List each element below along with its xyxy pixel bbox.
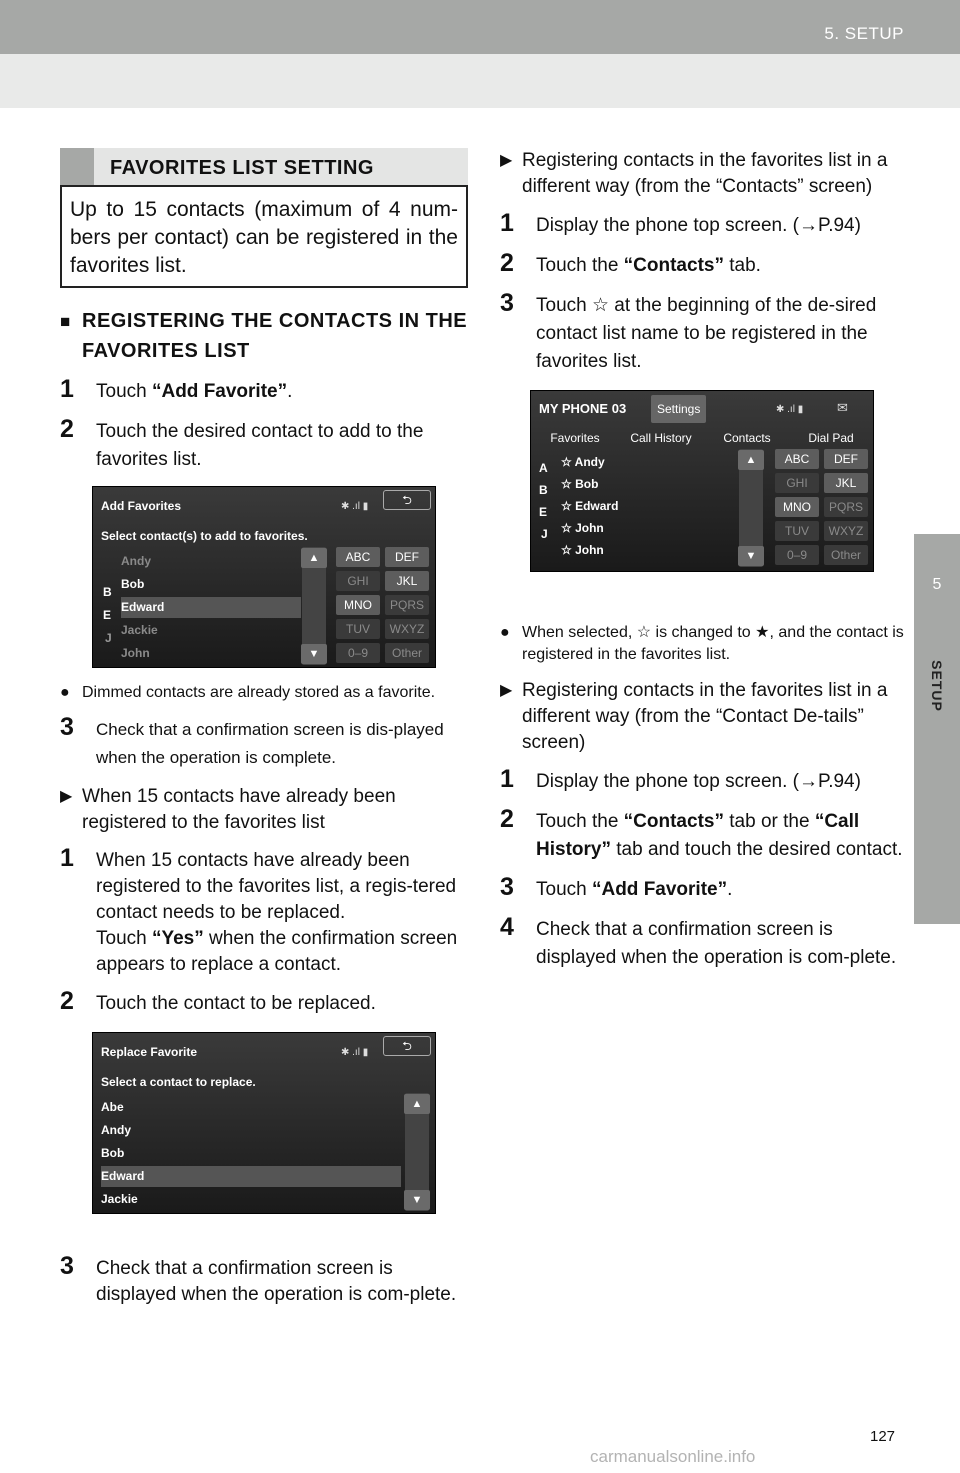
step-number: 1 [60, 844, 74, 872]
step-number: 1 [60, 375, 74, 403]
step-number: 3 [60, 1252, 74, 1280]
index-letter: B [539, 483, 548, 497]
tab-favorites[interactable]: Favorites [550, 431, 600, 445]
scroll-up-button[interactable]: ▲ [301, 548, 327, 568]
step-text: . [287, 381, 293, 402]
screen-title: Add Favorites [101, 499, 182, 513]
list-item[interactable]: Edward [101, 1166, 401, 1187]
list-item[interactable]: John [121, 646, 150, 660]
scroll-up-button[interactable]: ▲ [404, 1094, 430, 1114]
tab-dial-pad[interactable]: Dial Pad [808, 431, 854, 445]
step-3b [60, 1252, 468, 1308]
step-2 [500, 249, 908, 280]
arrow-heading [500, 148, 908, 200]
status-icons: ✱ .ıl ▮ [341, 1047, 369, 1058]
step-2b [500, 805, 908, 864]
key-abc[interactable]: ABC [336, 547, 380, 567]
note-text: Dimmed contacts are already stored as a favorite. [82, 684, 436, 701]
list-item[interactable]: Bob [121, 577, 145, 591]
screen-title: Replace Favorite [101, 1045, 198, 1059]
bullet-icon: ● [500, 624, 510, 641]
right-column [500, 148, 908, 972]
replace-favorite-screen [92, 1032, 436, 1214]
key-def[interactable]: DEF [824, 449, 868, 469]
note-bullet [500, 622, 908, 666]
box-title: FAVORITES LIST SETTING [110, 157, 374, 179]
index-letter: E [103, 608, 112, 622]
subheading-text: REGISTERING THE CONTACTS IN THE FAVORITES LIST [82, 310, 468, 362]
step-text: tab. [723, 255, 761, 276]
step-text: when the confirmation screen appears to replace a contact. [96, 928, 458, 975]
key-other[interactable]: Other [385, 643, 429, 663]
subheading [60, 306, 468, 366]
step-bold: “Yes” [151, 928, 204, 949]
key-0-9[interactable]: 0–9 [775, 545, 819, 565]
step-number: 2 [60, 415, 74, 443]
arrow-heading [60, 784, 468, 836]
step-text: at the beginning of the de-sired contact list name to be registered in the favorites list. [536, 295, 877, 372]
step-text: tab or the [723, 811, 815, 832]
scroll-down-button[interactable]: ▼ [301, 644, 327, 664]
step-text: Touch [96, 381, 152, 402]
list-item[interactable]: Andy [121, 554, 151, 568]
index-letter: A [539, 461, 548, 475]
chapter-label [922, 648, 952, 728]
tab-contacts[interactable]: Contacts [723, 431, 771, 445]
step-3b [500, 873, 908, 904]
header-band [0, 54, 960, 108]
scroll-up-button[interactable]: ▲ [738, 450, 764, 470]
box-marker [60, 148, 94, 185]
list-item[interactable]: Jackie [121, 623, 158, 637]
add-favorites-screen [92, 486, 436, 668]
key-ghi[interactable]: GHI [336, 571, 380, 591]
back-button[interactable]: ⮌ [383, 1036, 431, 1056]
step-number: 2 [500, 249, 514, 277]
index-letter: J [541, 527, 548, 541]
step-number: 1 [500, 765, 514, 793]
step-text: Touch [96, 928, 152, 949]
step-text: Display the phone top screen. (→P.94) [536, 771, 861, 792]
key-jkl[interactable]: JKL [385, 571, 429, 591]
mail-icon[interactable]: ✉ [837, 400, 848, 415]
screen-subtitle: Select a contact to replace. [101, 1075, 256, 1089]
step-4b [500, 913, 908, 972]
step-number: 2 [500, 805, 514, 833]
contact-row[interactable]: ☆ Andy [561, 455, 605, 469]
arrow-text: When 15 contacts have already been registered to the favorites list [82, 786, 396, 833]
chapter-label-text: SETUP [929, 660, 945, 712]
index-letter: B [103, 585, 112, 599]
step-1 [60, 375, 468, 406]
step-text: Touch the contact to be replaced. [96, 993, 376, 1014]
note-text: is changed to [651, 624, 756, 641]
step-1b [60, 844, 468, 978]
step-bold: “Contacts” [623, 811, 724, 832]
contact-row[interactable]: ☆ Edward [561, 499, 619, 513]
step-2b [60, 987, 468, 1018]
tab-call-history[interactable]: Call History [630, 431, 692, 445]
step-text: tab and touch the desired contact. [610, 839, 903, 860]
step-1b [500, 765, 908, 796]
step-text: Touch the desired contact to add to the favorites list. [96, 421, 424, 470]
arrow-text: Registering contacts in the favorites list in a different way (from the “Contacts” screen) [522, 150, 888, 197]
step-text: Check that a confirmation screen is displayed when the operation is com-plete. [96, 1258, 457, 1305]
key-0-9[interactable]: 0–9 [336, 643, 380, 663]
step-3 [500, 289, 908, 376]
step-text: Check that a confirmation screen is displayed when the operation is com-plete. [536, 919, 897, 968]
back-button[interactable]: ⮌ [383, 490, 431, 510]
key-pqrs[interactable]: PQRS [824, 497, 868, 517]
key-mno[interactable]: MNO [775, 497, 819, 517]
arrow-icon: ▶ [500, 682, 513, 699]
key-wxyz[interactable]: WXYZ [385, 619, 429, 639]
star-filled-icon: ★ [755, 624, 770, 641]
box-text: Up to 15 contacts (maximum of 4 num-bers per contact) can be registered in the favorites list. [60, 185, 468, 288]
step-text: Touch [536, 295, 592, 316]
section-title: 5. SETUP [824, 24, 904, 43]
note-text: , and the contact is registered in the favorites list. [522, 624, 904, 663]
step-bold: “Call History” [536, 811, 860, 860]
screen-title: MY PHONE 03 [539, 401, 627, 416]
step-3 [60, 713, 468, 772]
arrow-text: Registering contacts in the favorites list in a different way (from the “Contact De-tails” screen) [522, 680, 888, 753]
bullet-icon: ● [60, 684, 70, 701]
key-abc[interactable]: ABC [775, 449, 819, 469]
arrow-icon: ▶ [500, 152, 513, 169]
arrow-icon: ▶ [60, 788, 73, 805]
step-number: 2 [60, 987, 74, 1015]
note-bullet [60, 682, 468, 704]
square-icon: ■ [60, 312, 71, 331]
key-tuv[interactable]: TUV [336, 619, 380, 639]
settings-button[interactable]: Settings [651, 395, 706, 423]
status-icons: ✱ .ıl ▮ [776, 404, 804, 415]
step-2 [60, 415, 468, 474]
contact-row[interactable]: ☆ Bob [561, 477, 599, 491]
list-item[interactable]: Bob [101, 1146, 125, 1160]
key-ghi[interactable]: GHI [775, 473, 819, 493]
step-text: Touch [536, 879, 592, 900]
chapter-number: 5 [932, 576, 942, 593]
index-letter: E [539, 505, 548, 519]
list-item[interactable]: Andy [101, 1123, 131, 1137]
step-text: Touch the [536, 255, 624, 276]
page-number: 127 [870, 1428, 896, 1445]
phone-contacts-screen [530, 390, 874, 572]
step-bold: “Add Favorite” [151, 381, 288, 402]
key-other[interactable]: Other [824, 545, 868, 565]
star-outline-icon: ☆ [636, 624, 652, 641]
favorites-box-header [60, 148, 468, 185]
step-number: 3 [500, 289, 514, 317]
note-text: When selected, [522, 624, 637, 641]
list-item[interactable]: Jackie [101, 1192, 138, 1206]
key-wxyz[interactable]: WXYZ [824, 521, 868, 541]
step-text: Touch the [536, 811, 624, 832]
step-bold: “Add Favorite” [591, 879, 728, 900]
step-1 [500, 209, 908, 240]
list-item[interactable]: Abe [101, 1100, 124, 1114]
step-number: 1 [500, 209, 514, 237]
step-number: 4 [500, 913, 514, 941]
key-def[interactable]: DEF [385, 547, 429, 567]
key-tuv[interactable]: TUV [775, 521, 819, 541]
left-column [60, 148, 468, 1308]
watermark: carmanualsonline.info [590, 1447, 756, 1466]
step-bold: “Contacts” [623, 255, 724, 276]
step-text: Display the phone top screen. (→P.94) [536, 215, 861, 236]
star-outline-icon: ☆ [591, 295, 610, 316]
contact-row[interactable]: ☆ John [561, 521, 604, 535]
index-letter: J [105, 631, 112, 645]
status-icons: ✱ .ıl ▮ [341, 501, 369, 512]
scroll-down-button[interactable]: ▼ [738, 546, 764, 566]
key-jkl[interactable]: JKL [824, 473, 868, 493]
list-item[interactable]: Edward [121, 597, 301, 618]
key-mno[interactable]: MNO [336, 595, 380, 615]
key-pqrs[interactable]: PQRS [385, 595, 429, 615]
step-text: . [727, 879, 733, 900]
step-text: Check that a confirmation screen is dis-played when the operation is complete. [96, 720, 444, 767]
step-text: When 15 contacts have already been registered to the favorites list, a regis-tered contact needs to be replaced. [96, 850, 457, 923]
scroll-down-button[interactable]: ▼ [404, 1190, 430, 1210]
header-bar [0, 0, 960, 54]
contact-row[interactable]: ☆ John [561, 543, 604, 557]
screen-subtitle: Select contact(s) to add to favorites. [101, 529, 308, 543]
step-number: 3 [500, 873, 514, 901]
step-number: 3 [60, 713, 74, 741]
arrow-heading [500, 678, 908, 756]
